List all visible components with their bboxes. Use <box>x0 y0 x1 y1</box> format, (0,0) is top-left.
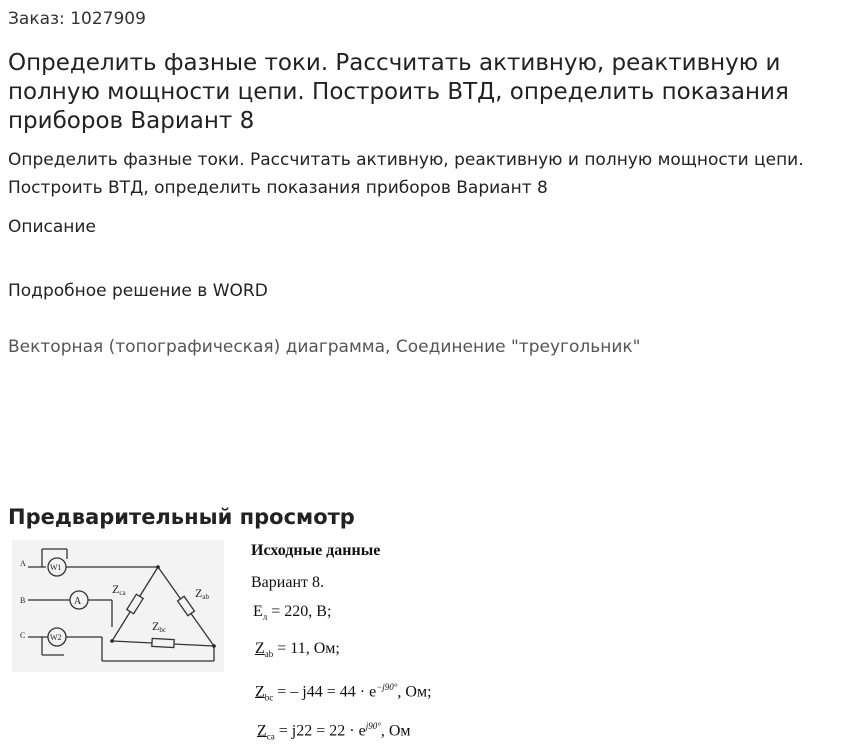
z-bc-label: Zbc <box>152 619 166 634</box>
terminal-a-label: A <box>20 559 26 568</box>
order-label: Заказ: <box>8 9 65 29</box>
doc-line-zca: $Z_{ca} = j22 = 22 \cdot e^{j90^\circ}$, Ом <box>257 721 411 742</box>
doc-line-zab: $Z_{ab} = 11$, Ом; <box>255 640 340 660</box>
tags-line: Векторная (топографическая) диаграмма, Соединение "треугольник" <box>8 337 641 357</box>
doc-line-e: $E_л = 220$, В; <box>253 603 332 623</box>
description-heading: Описание <box>8 217 96 237</box>
page-title: Определить фазные токи. Рассчитать активную, реактивную и полную мощности цепи. Построить ВТД, определить показания приборов Вариант 8 <box>8 50 789 134</box>
circuit-diagram <box>12 540 224 672</box>
order-value: 1027909 <box>70 9 146 29</box>
preview-heading: Предварительный просмотр <box>8 505 355 529</box>
document-preview <box>251 540 651 753</box>
order-number <box>8 9 146 29</box>
ammeter-label: A <box>74 596 82 607</box>
w2-label: W2 <box>50 633 62 642</box>
description-text: Подробное решение в WORD <box>8 281 268 301</box>
doc-heading: Исходные данные <box>251 542 381 559</box>
lead-text: Определить фазные токи. Рассчитать активную, реактивную и полную мощности цепи. Построить ВТД, определить показания приборов Вариант 8 <box>8 150 804 198</box>
z-ca-label: Zca <box>112 582 126 597</box>
terminal-c-label: C <box>20 631 26 640</box>
circuit-svg <box>12 540 224 672</box>
z-ab-label: Zab <box>195 586 209 601</box>
doc-variant: Вариант 8. <box>251 574 324 591</box>
doc-line-zbc: $Z_{bc}$ = – $j44 = 44 \cdot e^{-j90^\circ}$, Ом; <box>255 682 432 703</box>
w1-label: W1 <box>50 563 62 572</box>
terminal-b-label: B <box>20 596 26 605</box>
